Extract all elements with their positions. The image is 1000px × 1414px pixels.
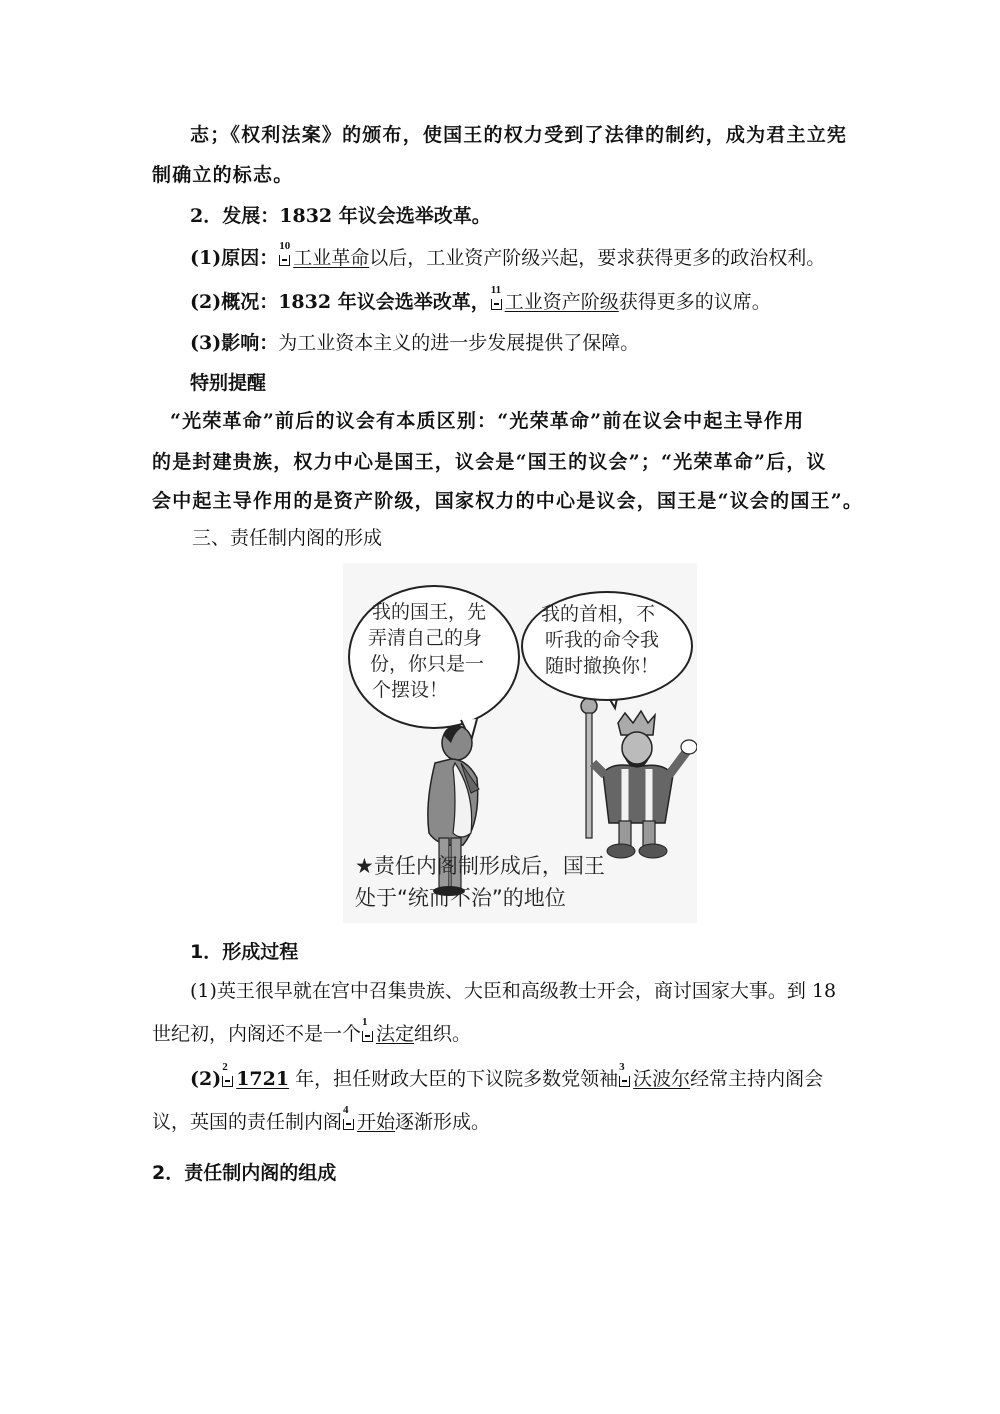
speech-bubble-left: 我的国王，先 弄清自己的身 份，你只是一 个摆设！ [348, 585, 520, 729]
paragraph-line: 制确立的标志。 [152, 164, 294, 186]
reminder-line: 的是封建贵族，权力中心是国王，议会是“国王的议会”；“光荣革命”后，议 [152, 451, 827, 473]
item-text: 为工业资本主义的进一步发展提供了保障。 [278, 332, 640, 354]
section-heading [190, 204, 491, 228]
blank-marker-icon: 11 [490, 294, 504, 310]
underlined-answer: 开始 [357, 1111, 396, 1133]
cartoon-illustration [343, 563, 697, 923]
figure-caption: 处于“统而不治”的地位 [355, 886, 566, 910]
underlined-answer: 工业革命 [293, 247, 370, 269]
list-item-cause [190, 240, 826, 270]
subsection-heading: 2．责任制内阁的组成 [152, 1162, 337, 1184]
blank-marker-icon: 4 [342, 1114, 356, 1130]
heading-label: 发展： [222, 205, 280, 227]
subsection-heading: 1．形成过程 [190, 941, 299, 963]
list-item-overview [190, 284, 771, 314]
reminder-line: “光荣革命”前后的议会有本质区别：“光荣革命”前在议会中起主导作用 [170, 410, 805, 432]
item-label: (1)原因： [190, 247, 279, 269]
blank-marker-icon: 2 [221, 1071, 235, 1087]
reminder-line: 会中起主导作用的是资产阶级，国家权力的中心是议会，国王是“议会的国王”。 [152, 490, 864, 512]
underlined-answer: 工业资产阶级 [504, 291, 619, 313]
blank-marker-icon: 10 [278, 250, 292, 266]
item-text: 1832 年议会选举改革， [278, 291, 490, 313]
underlined-answer: 法定 [376, 1023, 415, 1045]
section-title: 三、责任制内阁的形成 [192, 527, 383, 549]
paragraph-line: 世纪初，内阁还不是一个 1 法定组织。 [152, 1016, 472, 1045]
item-label: (3)影响： [190, 332, 279, 354]
figure-caption: ★责任内阁制形成后，国王 [355, 854, 605, 878]
item-label: (2)概况： [190, 291, 279, 313]
paragraph-line: (1)英王很早就在宫中召集贵族、大臣和高级教士开会，商讨国家大事。到 18 [190, 980, 837, 1002]
speech-bubble-right: 我的首相，不 听我的命令我 随时撤换你！ [521, 591, 693, 701]
blank-marker-icon: 1 [361, 1026, 375, 1042]
paragraph-line: (2) 2 1721 年，担任财政大臣的下议院多数党领袖 3 沃波尔经常主持内阁会 [190, 1061, 824, 1090]
item-text: 获得更多的议席。 [618, 291, 771, 313]
paragraph-line: 志；《权利法案》的颁布，使国王的权力受到了法律的制约，成为君主立宪 [190, 124, 848, 146]
blank-marker-icon: 3 [618, 1071, 632, 1087]
heading-text: 1832 年议会选举改革。 [279, 205, 491, 227]
paragraph-line: 议，英国的责任制内阁 4 开始逐渐形成。 [152, 1104, 491, 1133]
list-item-impact [190, 331, 639, 355]
heading-number: 2． [190, 205, 223, 227]
underlined-answer: 沃波尔 [633, 1068, 691, 1090]
item-text: 以后，工业资产阶级兴起，要求获得更多的政治权利。 [369, 247, 826, 269]
underlined-answer: 1721 [236, 1068, 290, 1090]
reminder-title: 特别提醒 [190, 372, 267, 394]
